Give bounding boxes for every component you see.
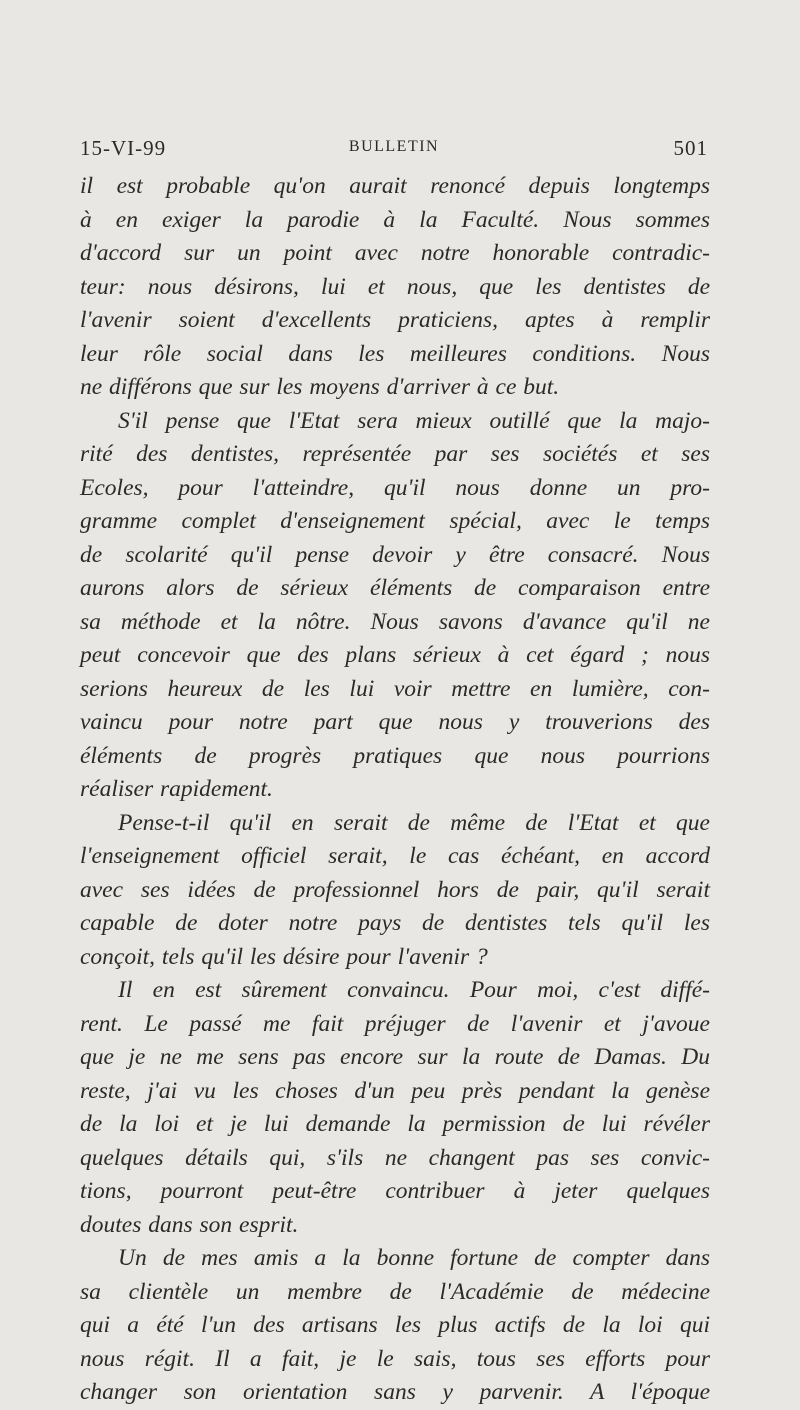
running-title: BULLETIN xyxy=(348,138,440,155)
text-line: aurons alors de sérieux éléments de comparaison entre xyxy=(80,575,710,601)
text-line: l'enseignement officiel serait, le cas échéant, en accord xyxy=(80,843,710,869)
text-line: changer son orientation sans y parvenir. A l'époque xyxy=(80,1379,710,1405)
text-line: réaliser rapidement. xyxy=(80,776,273,802)
text-line: nous régit. Il a fait, je le sais, tous ses efforts pour xyxy=(80,1345,710,1372)
text-line: éléments de progrès pratiques que nous pourrions xyxy=(80,742,710,769)
page-number: 501 xyxy=(673,136,708,160)
text-line: il est probable qu'on aurait renoncé depuis longtemps xyxy=(80,173,710,199)
text-line: tions, pourront peut-être contribuer à jeter quelques xyxy=(80,1178,710,1204)
text-line: Il en est sûrement convaincu. Pour moi, c'est diffé- xyxy=(118,977,710,1003)
text-line: rité des dentistes, représentée par ses sociétés et ses xyxy=(80,441,710,467)
text-line: Ecoles, pour l'atteindre, qu'il nous donne un pro- xyxy=(80,474,710,501)
text-line: conçoit, tels qu'il les désire pour l'avenir ? xyxy=(80,943,488,970)
text-line: d'accord sur un point avec notre honorable contradic- xyxy=(80,240,710,266)
text-line: teur: nous désirons, lui et nous, que les dentistes de xyxy=(80,273,710,300)
text-line: Un de mes amis a la bonne fortune de compter dans xyxy=(118,1245,710,1271)
issue-date: 15-VI-99 xyxy=(80,136,167,160)
text-line: gramme complet d'enseignement spécial, avec le temps xyxy=(80,508,710,534)
text-line: leur rôle social dans les meilleures conditions. Nous xyxy=(80,340,710,367)
text-line: de scolarité qu'il pense devoir y être consacré. Nous xyxy=(80,541,710,568)
body-text xyxy=(80,170,710,1410)
text-line: sa clientèle un membre de l'Académie de médecine xyxy=(80,1278,710,1305)
text-line: doutes dans son esprit. xyxy=(80,1211,299,1238)
text-line: avec ses idées de professionnel hors de pair, qu'il serait xyxy=(80,876,710,903)
text-line: S'il pense que l'Etat sera mieux outillé que la majo- xyxy=(118,407,710,434)
text-line: rent. Le passé me fait préjuger de l'avenir et j'avoue xyxy=(80,1010,710,1037)
text-line: peut concevoir que des plans sérieux à cet égard ; nous xyxy=(80,642,710,668)
text-line: vaincu pour notre part que nous y trouverions des xyxy=(80,709,710,735)
text-line: serions heureux de les lui voir mettre en lumière, con- xyxy=(80,675,710,702)
text-line: capable de doter notre pays de dentistes tels qu'il les xyxy=(80,910,710,936)
text-line: ne différons que sur les moyens d'arriver à ce but. xyxy=(80,374,560,400)
text-line: Pense-t-il qu'il en serait de même de l'Etat et que xyxy=(118,809,710,836)
text-line: reste, j'ai vu les choses d'un peu près pendant la genèse xyxy=(80,1077,710,1104)
text-line: que je ne me sens pas encore sur la route de Damas. Du xyxy=(80,1044,710,1070)
text-line: à en exiger la parodie à la Faculté. Nous sommes xyxy=(80,206,710,233)
page-header xyxy=(80,136,708,166)
text-line: quelques détails qui, s'ils ne changent pas ses convic- xyxy=(80,1144,710,1171)
text-line: sa méthode et la nôtre. Nous savons d'avance qu'il ne xyxy=(80,608,710,635)
text-line: de la loi et je lui demande la permission de lui révéler xyxy=(80,1111,710,1137)
text-line: qui a été l'un des artisans les plus actifs de la loi qui xyxy=(80,1312,710,1338)
text-line: l'avenir soient d'excellents praticiens, aptes à remplir xyxy=(80,307,710,333)
